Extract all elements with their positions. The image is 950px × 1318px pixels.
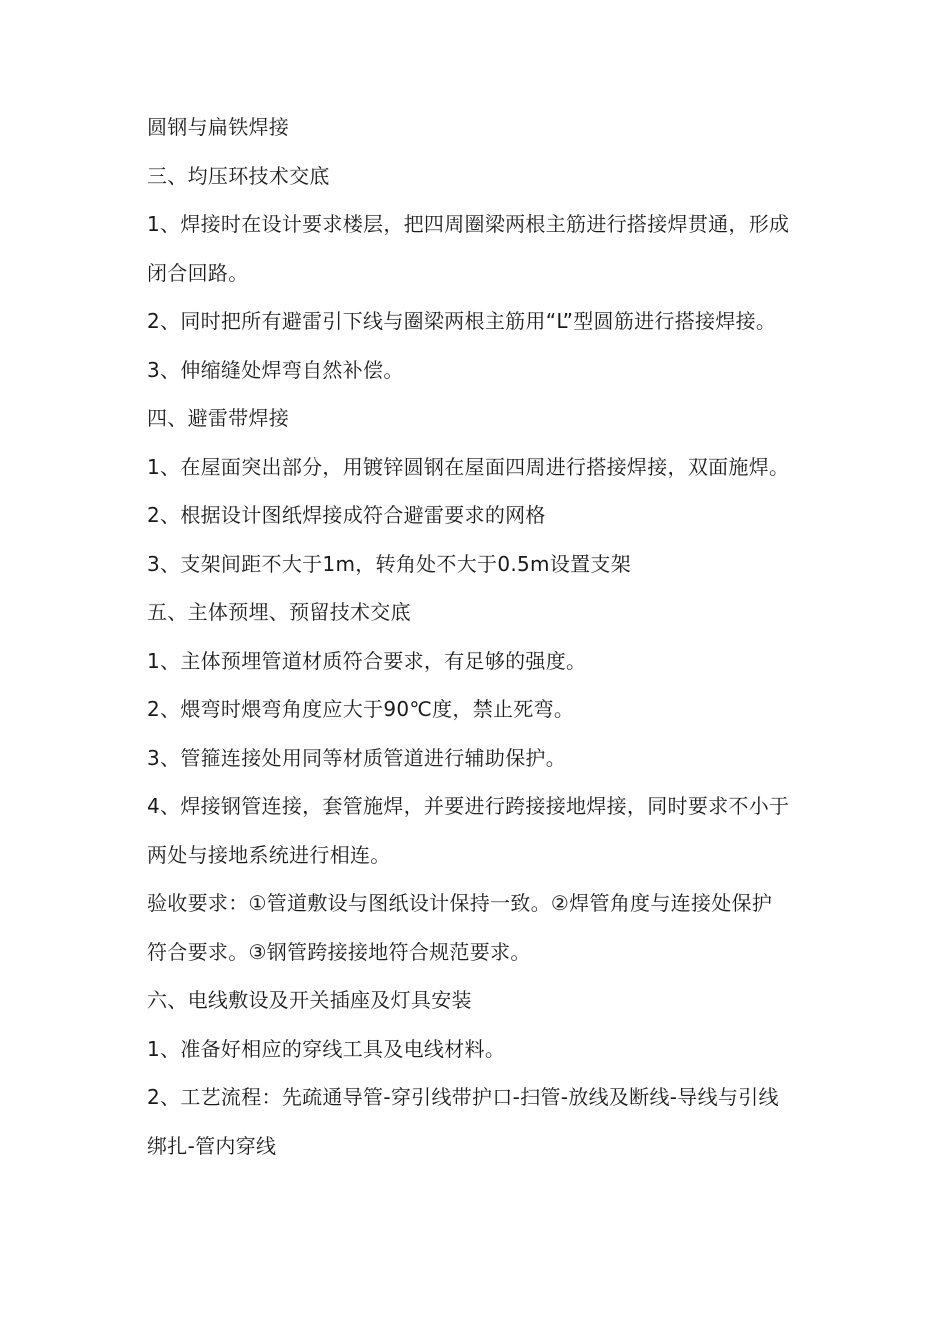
text-line: 符合要求。③钢管跨接接地符合规范要求。 (147, 939, 531, 964)
acceptance-requirements: 验收要求：①管道敷设与图纸设计保持一致。②焊管角度与连接处保护 (147, 891, 773, 915)
text-line: 2、工艺流程：先疏通导管-穿引线带护口-扫管-放线及断线-导线与引线 (147, 1085, 779, 1109)
text-line: 两处与接地系统进行相连。 (147, 842, 391, 867)
text-line: 3、管箍连接处用同等材质管道进行辅助保护。 (147, 745, 567, 770)
text-line: 2、煨弯时煨弯角度应大于90℃度，禁止死弯。 (147, 697, 575, 721)
document-body (147, 107, 827, 1174)
text-line: 2、根据设计图纸焊接成符合避雷要求的网格 (147, 503, 546, 527)
text-line: 1、焊接时在设计要求楼层，把四周圈梁两根主筋进行搭接焊贯通，形成 (147, 212, 790, 236)
section-heading-equalizing-ring: 三、均压环技术交底 (147, 163, 330, 188)
text-line: 2、同时把所有避雷引下线与圈梁两根主筋用“L”型圆筋进行搭接焊接。 (147, 309, 777, 333)
section-heading-wiring: 六、电线敷设及开关插座及灯具安装 (147, 988, 472, 1012)
text-line: 1、主体预埋管道材质符合要求，有足够的强度。 (147, 648, 587, 673)
text-line: 闭合回路。 (147, 260, 249, 285)
text-line: 3、支架间距不大于1m，转角处不大于0.5m设置支架 (147, 551, 632, 576)
text-line: 1、准备好相应的穿线工具及电线材料。 (147, 1036, 506, 1061)
text-line: 3、伸缩缝处焊弯自然补偿。 (147, 357, 404, 382)
text-line: 绑扎-管内穿线 (147, 1133, 277, 1158)
text-line: 圆钢与扁铁焊接 (147, 115, 290, 139)
text-line: 4、焊接钢管连接，套管施焊，并要进行跨接接地焊接，同时要求不小于 (147, 794, 790, 818)
section-heading-lightning-belt: 四、避雷带焊接 (147, 406, 290, 430)
text-line: 1、在屋面突出部分，用镀锌圆钢在屋面四周进行搭接焊接，双面施焊。 (147, 454, 790, 479)
section-heading-embedding: 五、主体预埋、预留技术交底 (147, 600, 411, 624)
